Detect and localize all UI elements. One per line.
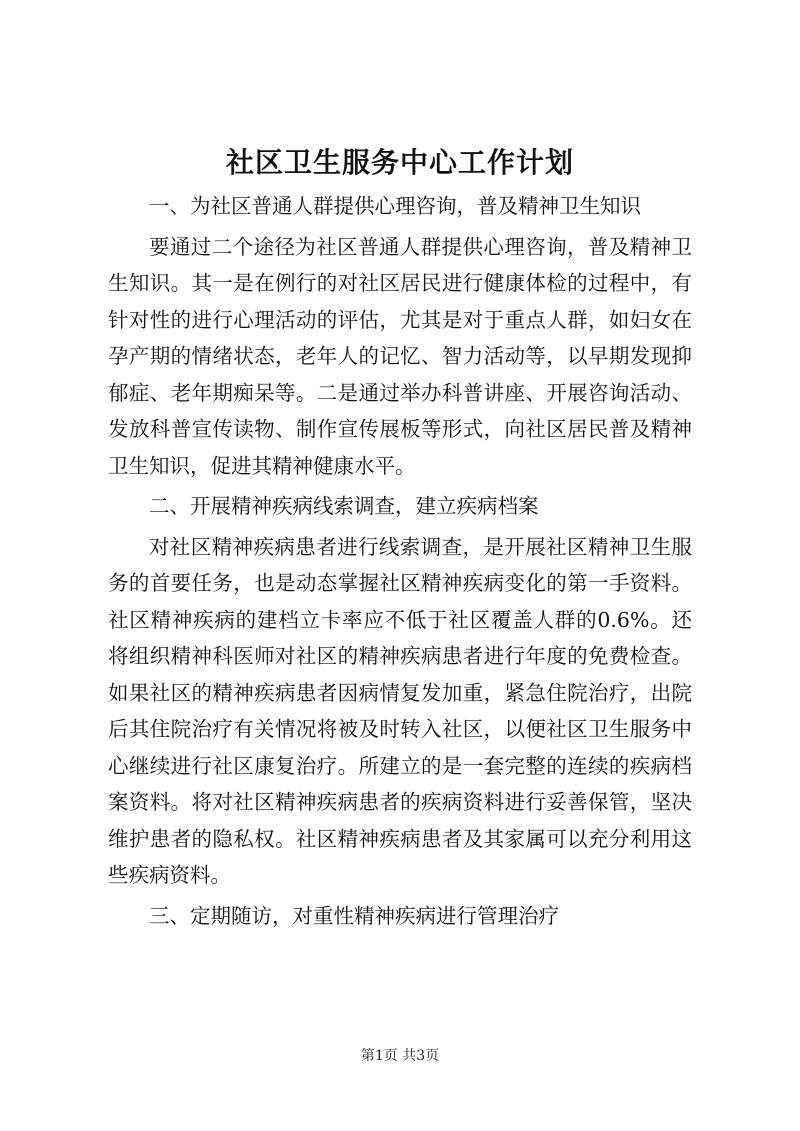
page-footer: 第1页 共3页 xyxy=(360,1048,440,1064)
page-title: 社区卫生服务中心工作计划 xyxy=(225,146,574,179)
paragraph-2: 对社区精神疾病患者进行线索调查，是开展社区精神卫生服务的首要任务，也是动态掌握社区精神疾病变化的第一手资料。社区精神疾病的建档立卡率应不低于社区覆盖人群的0.6%。还将组织精神科医师对社区的精神疾病患者进行年度的免费检查。如果社区的精神疾病患者因病情复发加重，紧急住院治疗，出院后其住院治疗有关情况将被及时转入社区，以便社区卫生服务中心继续进行社区康复治疗。所建立的是一套完整的连续的疾病档案资料。将对社区精神疾病患者的疾病资料进行妥善保管，坚决维护患者的隐私权。社区精神疾病患者及其家属可以充分利用这些疾病资料。 xyxy=(108,534,692,887)
document-body xyxy=(108,188,692,938)
section-heading-1: 一、为社区普通人群提供心理咨询，普及精神卫生知识 xyxy=(149,194,641,218)
section-heading-3: 三、定期随访，对重性精神疾病进行管理治疗 xyxy=(149,903,559,928)
paragraph-1: 要通过二个途径为社区普通人群提供心理咨询，普及精神卫生知识。其一是在例行的对社区居民进行健康体检的过程中，有针对性的进行心理活动的评估，尤其是对于重点人群，如妇女在孕产期的情绪状态，老年人的记忆、智力活动等，以早期发现抑郁症、老年期痴呆等。二是通过举办科普讲座、开展咨询活动、发放科普宣传读物、制作宣传展板等形式，向社区居民普及精神卫生知识，促进其精神健康水平。 xyxy=(108,234,692,478)
section-heading-2: 二、开展精神疾病线索调查，建立疾病档案 xyxy=(149,494,539,518)
